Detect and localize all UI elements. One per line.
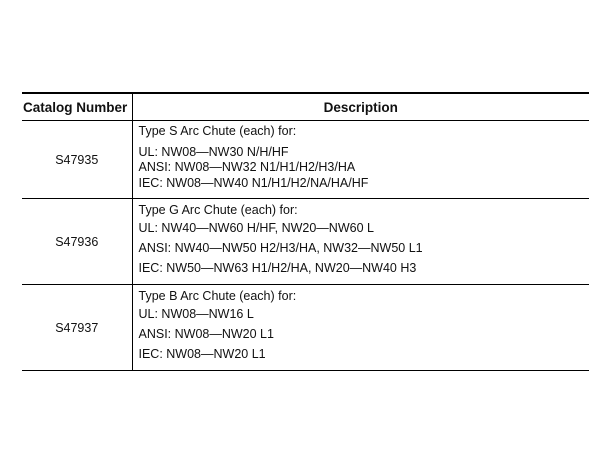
description-block (133, 121, 590, 193)
table-row (22, 285, 589, 371)
description-block (133, 199, 590, 280)
table-row (22, 199, 589, 285)
description-block (133, 285, 590, 366)
description-cell (132, 285, 589, 371)
description-line: ANSI: NW40—NW50 H2/H3/HA, NW32—NW50 L1 (138, 241, 423, 255)
description-line: ANSI: NW08—NW32 N1/H1/H2/H3/HA (138, 160, 356, 174)
table-row (22, 121, 589, 199)
description-cell (132, 121, 589, 199)
description-title: Type B Arc Chute (each) for: (138, 289, 297, 303)
header-row (22, 93, 589, 121)
description-line: UL: NW08—NW16 L (138, 307, 254, 321)
description-line: ANSI: NW08—NW20 L1 (138, 327, 274, 341)
catalog-number-header: Catalog Number (22, 93, 132, 121)
description-cell (132, 199, 589, 285)
catalog-number-cell: S47936 (22, 199, 132, 285)
description-line: IEC: NW50—NW63 H1/H2/HA, NW20—NW40 H3 (138, 261, 417, 275)
description-line: UL: NW40—NW60 H/HF, NW20—NW60 L (138, 221, 374, 235)
description-line: UL: NW08—NW30 N/H/HF (138, 144, 289, 159)
table-body (22, 121, 589, 371)
catalog-table (22, 92, 589, 371)
table-header (22, 93, 589, 121)
description-line: IEC: NW08—NW40 N1/H1/H2/NA/HA/HF (138, 175, 369, 190)
description-title: Type G Arc Chute (each) for: (138, 203, 298, 217)
catalog-number-cell: S47937 (22, 285, 132, 371)
description-line: IEC: NW08—NW20 L1 (138, 347, 266, 361)
description-header: Description (132, 93, 589, 121)
catalog-number-cell: S47935 (22, 121, 132, 199)
description-title: Type S Arc Chute (each) for: (138, 124, 297, 138)
